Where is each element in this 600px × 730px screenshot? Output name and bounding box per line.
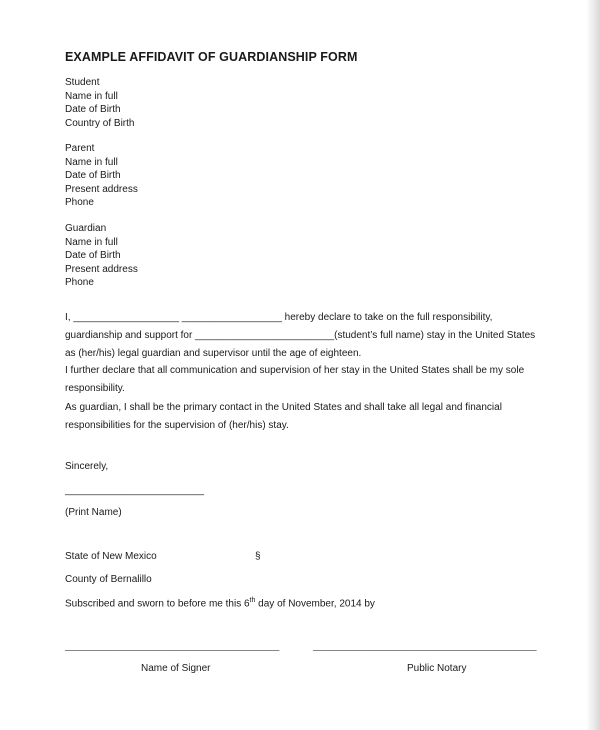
parent-heading: Parent bbox=[65, 143, 95, 154]
guardian-field-phone: Phone bbox=[65, 277, 94, 288]
sworn-suffix: day of November, 2014 by bbox=[255, 598, 375, 610]
parent-field-dob: Date of Birth bbox=[65, 170, 121, 181]
guardian-field-address: Present address bbox=[65, 263, 138, 275]
county-text: County of Bernalillo bbox=[65, 574, 152, 585]
declaration-line-2: guardianship and support for _________________________(student’s full name) stay in the United States bbox=[65, 330, 536, 341]
guardian-field-dob: Date of Birth bbox=[65, 250, 121, 261]
section-mark: § bbox=[255, 551, 261, 562]
parent-section bbox=[65, 142, 138, 210]
signer-label: Name of Signer bbox=[141, 663, 211, 674]
guardian-heading: Guardian bbox=[65, 223, 107, 234]
parent-field-phone: Phone bbox=[65, 197, 94, 208]
further-line-1: I further declare that all communication and supervision of her stay in the United States shall be my sole bbox=[65, 365, 525, 376]
primary-contact-paragraph bbox=[65, 399, 555, 435]
student-field-country: Country of Birth bbox=[65, 117, 135, 129]
signature-line: _________________________ bbox=[65, 485, 205, 496]
sworn-ordinal: th bbox=[249, 597, 256, 604]
sworn-statement bbox=[65, 597, 375, 609]
student-section bbox=[65, 76, 134, 130]
student-field-dob: Date of Birth bbox=[65, 104, 121, 115]
student-field-name: Name in full bbox=[65, 90, 118, 102]
contact-line-2: responsibilities for the supervision of (her/his) stay. bbox=[65, 420, 289, 431]
declaration-line-3: as (her/his) legal guardian and supervisor until the age of eighteen. bbox=[65, 348, 362, 359]
declaration-paragraph bbox=[65, 309, 555, 363]
further-declaration-paragraph bbox=[65, 362, 555, 398]
page-edge-shadow bbox=[586, 0, 600, 730]
parent-field-name: Name in full bbox=[65, 156, 118, 168]
student-heading: Student bbox=[65, 77, 100, 88]
parent-field-address: Present address bbox=[65, 183, 138, 195]
state-text: State of New Mexico bbox=[65, 551, 157, 562]
contact-line-1: As guardian, I shall be the primary contact in the United States and shall take all legal and financial bbox=[65, 402, 502, 413]
signer-signature-line: ______________________________________________ bbox=[65, 641, 280, 651]
document-title: EXAMPLE AFFIDAVIT OF GUARDIANSHIP FORM bbox=[65, 50, 358, 64]
guardian-section bbox=[65, 222, 138, 290]
notary-signature-line: ________________________________________________ bbox=[313, 641, 537, 651]
print-name-label: (Print Name) bbox=[65, 507, 122, 518]
guardian-field-name: Name in full bbox=[65, 236, 118, 248]
further-line-2: responsibility. bbox=[65, 383, 125, 394]
sworn-prefix: Subscribed and sworn to before me this 6 bbox=[65, 598, 250, 610]
declaration-line-1: I, ___________________ __________________ hereby declare to take on the full responsibility, bbox=[65, 312, 493, 323]
notary-label: Public Notary bbox=[407, 663, 467, 674]
sincerely-text: Sincerely, bbox=[65, 461, 109, 472]
